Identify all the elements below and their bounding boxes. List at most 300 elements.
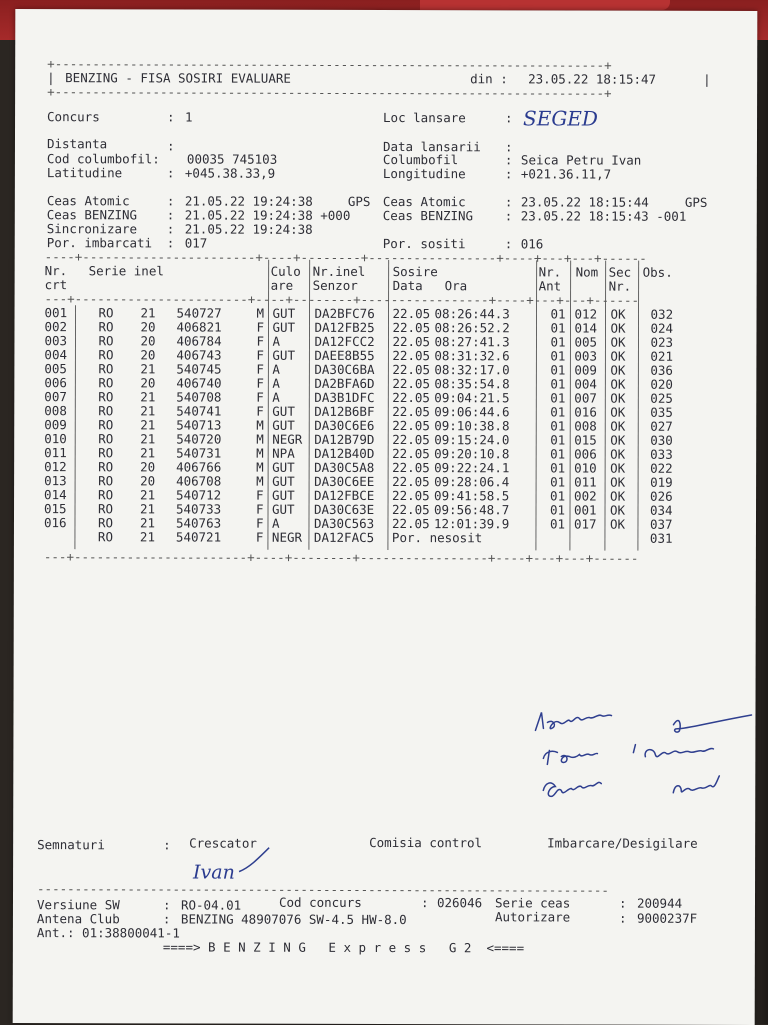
cell-time: 09:06:44.6 [434, 404, 510, 420]
cell-sensor: DA2BFA6D [314, 375, 375, 391]
cell-ant: 01 [550, 418, 566, 434]
cell-time: 08:32:17.0 [434, 362, 510, 378]
data-lansarii-colon: : [504, 139, 513, 155]
cell-nr-crt: 013 [44, 473, 67, 489]
header-date-label: din : [470, 71, 508, 87]
cell-nom: 015 [574, 432, 597, 448]
cell-obs: 030 [650, 432, 673, 448]
ceas-benzing-value: 21.05.22 19:24:38 +000 [184, 207, 351, 223]
cell-ring: 540763 [175, 515, 222, 531]
cell-year: 21 [140, 445, 156, 461]
cell-time: 09:20:10.8 [434, 446, 510, 462]
th-obs: Obs. [642, 264, 673, 280]
cod-concurs-colon: : [420, 895, 429, 911]
printout-sheet [13, 9, 758, 1025]
cell-sensor: DA30C563 [313, 515, 375, 531]
concurs-label: Concurs [47, 109, 100, 125]
cell-sex: M [256, 459, 264, 475]
cell-obs: 033 [650, 446, 673, 462]
cell-obs: 021 [650, 348, 674, 364]
latitudine-label: Latitudine [46, 165, 123, 181]
cell-year: 21 [140, 361, 156, 377]
cell-nr-crt: 016 [43, 515, 67, 531]
cell-ant: 01 [550, 376, 566, 392]
ceas-benzing-label-right: Ceas BENZING [382, 207, 474, 224]
cell-color: GUT [272, 487, 295, 503]
cell-color: GUT [272, 473, 295, 489]
header-date: 23.05.22 18:15:47 [528, 71, 657, 87]
cell-nom: 006 [574, 446, 597, 462]
cod-columbofil-value: 00035 745103 [186, 151, 278, 167]
cod-columbofil-label: Cod columbofil: [46, 151, 160, 167]
imbarcati-colon: : [166, 235, 175, 251]
cell-ring: 540713 [176, 417, 222, 433]
cell-time: 08:35:54.8 [434, 376, 510, 392]
cell-color: A [272, 361, 280, 377]
cell-ant: 01 [549, 516, 566, 532]
cell-sec: OK [610, 362, 626, 378]
cell-sec: OK [610, 348, 626, 364]
cell-country: RO [98, 431, 114, 447]
cell-color: NEGR [272, 431, 303, 447]
cell-date: 22.05 [392, 376, 431, 392]
ceas-atomic-label-right: Ceas Atomic [382, 193, 466, 210]
cell-country: RO [98, 305, 114, 321]
cell-year: 20 [140, 375, 156, 391]
cell-ring: 406821 [176, 319, 222, 335]
cell-ant: 01 [550, 306, 566, 322]
cell-sec: OK [610, 432, 626, 448]
cell-sex: M [256, 473, 264, 489]
cell-ring: 540708 [176, 389, 222, 405]
cell-obs: 024 [650, 320, 674, 336]
th-nr-ant: Nr. [538, 264, 562, 280]
ceas-atomic-label: Ceas Atomic [46, 193, 130, 209]
cell-obs: 026 [650, 488, 673, 504]
cell-ant: 01 [550, 488, 566, 504]
cell-nr-crt: 015 [44, 501, 67, 517]
cell-year: 21 [140, 431, 156, 447]
cell-obs: 031 [649, 530, 673, 546]
ceas-benzing-colon: : [166, 207, 175, 223]
cell-color: GUT [272, 459, 295, 475]
cell-sec: OK [610, 460, 626, 476]
cell-color: A [272, 389, 280, 405]
cell-nr-crt: 010 [44, 431, 67, 447]
cell-date: 22.05 [392, 460, 430, 476]
cell-country: RO [98, 361, 114, 377]
cell-time: 09:04:21.5 [434, 390, 510, 406]
cell-nom: 005 [574, 334, 598, 350]
cell-date: 22.05 [392, 348, 431, 364]
antena-colon: : [162, 911, 171, 927]
cell-country: RO [98, 501, 114, 517]
cell-time: 09:28:06.4 [434, 474, 510, 490]
cell-time: 12:01:39.9 [433, 516, 510, 532]
cell-sex: F [256, 361, 264, 377]
cell-sex: F [256, 487, 264, 503]
cell-ring: 540731 [176, 445, 222, 461]
antena-label: Antena Club [36, 911, 120, 927]
latitudine-value: +045.38.33,9 [184, 165, 276, 181]
cod-concurs-value: 026046 [436, 895, 483, 911]
table-border-bottom: ---+-----------------------+----+--------+-----------------+----+---+---+------ [43, 549, 639, 566]
cell-sensor: DA3B1DFC [314, 389, 375, 405]
sositi-value: 016 [520, 236, 544, 252]
cell-nr-crt: 009 [44, 417, 67, 433]
cell-obs: 022 [650, 460, 673, 476]
crescator-signature-flourish [235, 844, 275, 874]
cell-date: 22.05 [392, 446, 430, 462]
sincronizare-label: Sincronizare [46, 221, 138, 237]
ceas-atomic-colon-right: : [504, 194, 513, 210]
cell-sex: F [255, 529, 264, 545]
concurs-colon: : [167, 109, 175, 125]
cell-nr-crt: 008 [44, 403, 67, 419]
cell-sensor: DA12FBCE [314, 487, 375, 503]
cell-sensor: DA30C6EE [314, 473, 375, 489]
cell-year: 21 [140, 501, 156, 517]
th-culo: Culo [270, 263, 301, 279]
serie-ceas-colon: : [618, 895, 627, 911]
ceas-atomic-colon: : [166, 193, 175, 209]
cell-time: 08:27:41.3 [434, 334, 510, 350]
cell-sensor: DA12FB25 [314, 319, 375, 335]
cell-obs: 035 [650, 404, 673, 420]
cell-nom: 008 [574, 418, 597, 434]
versiune-value: RO-04.01 [180, 897, 242, 913]
cell-sec: OK [610, 488, 626, 504]
cell-sensor: DA30C6BA [314, 361, 375, 377]
cell-nr-crt: 004 [44, 347, 68, 363]
cell-country: RO [98, 319, 114, 335]
th-ora: Ora [444, 278, 468, 294]
imbarcare-label: Imbarcare/Desigilare [547, 835, 698, 851]
cell-sensor: DA12B79D [314, 431, 375, 447]
cell-nr-crt: 014 [44, 487, 67, 503]
cell-obs: 027 [650, 418, 673, 434]
loc-lansare-label: Loc lansare [383, 109, 466, 126]
cell-country: RO [98, 445, 114, 461]
table-header-separator: ---+-----------------------+----+--------+-----------------+----+---+---+------ [44, 291, 640, 308]
cell-country: RO [98, 347, 114, 363]
cell-obs: 036 [650, 362, 673, 378]
table-vertical-rules [14, 9, 757, 571]
semnaturi-label: Semnaturi [37, 837, 105, 853]
cell-date: 22.05 [392, 432, 430, 448]
cell-ring: 540721 [175, 529, 222, 545]
cell-sec: OK [610, 404, 626, 420]
cell-sensor: DA12B40D [314, 445, 375, 461]
cell-date: 22.05 [392, 362, 431, 378]
cell-color: A [272, 375, 280, 391]
cell-nom: 017 [573, 516, 597, 532]
cell-ant: 01 [550, 432, 566, 448]
cell-sex: M [256, 417, 264, 433]
cell-time: 09:15:24.0 [434, 432, 510, 448]
footer-separator: ---------------------------------------------------------------------------- [37, 881, 609, 898]
cell-sex: F [255, 515, 264, 531]
comisia-label: Comisia control [369, 834, 483, 851]
serie-ceas-value: 200944 [636, 895, 683, 911]
loc-lansare-colon: : [505, 110, 513, 126]
cell-year: 21 [139, 529, 156, 545]
cell-date: 22.05 [392, 488, 430, 504]
cell-country: RO [98, 459, 114, 475]
cell-country: RO [98, 487, 114, 503]
cell-nr-crt: 011 [44, 445, 67, 461]
th-data: Data [392, 278, 423, 294]
cell-nr-crt: 001 [44, 305, 68, 321]
ceas-benzing-colon-right: : [504, 208, 513, 224]
cell-ant: 01 [550, 334, 566, 350]
cell-time: 08:26:52.2 [434, 320, 510, 336]
serie-ceas-label: Serie ceas [494, 895, 571, 911]
cell-year: 20 [140, 473, 156, 489]
columbofil-colon: : [504, 152, 513, 168]
cell-sensor: DA30C63E [314, 501, 375, 517]
cell-year: 21 [140, 403, 156, 419]
cell-year: 21 [139, 515, 156, 531]
versiune-label: Versiune SW [36, 897, 120, 913]
cell-sensor: DA12FCC2 [314, 333, 375, 349]
cell-year: 20 [140, 459, 156, 475]
cell-sex: F [256, 347, 264, 363]
autorizare-label: Autorizare [494, 909, 571, 925]
cell-nom: 009 [574, 362, 597, 378]
th-senzor: Senzor [312, 277, 358, 293]
th-nom: Nom [575, 264, 599, 280]
cell-nom: 012 [574, 306, 598, 322]
cell-color: GUT [272, 305, 296, 321]
cell-color: GUT [272, 319, 296, 335]
autorizare-colon: : [618, 910, 627, 926]
cell-ant: 01 [550, 474, 566, 490]
cell-date: 22.05 [392, 306, 431, 322]
cell-nr-crt: 005 [44, 361, 67, 377]
cell-obs: 025 [650, 390, 673, 406]
cell-ring: 540727 [176, 305, 222, 321]
ceas-benzing-label: Ceas BENZING [46, 207, 138, 223]
cell-date: 22.05 [392, 418, 430, 434]
cell-sensor: DA12B6BF [314, 403, 375, 419]
cell-year: 20 [140, 347, 156, 363]
cell-nr-crt: 002 [44, 319, 68, 335]
cell-obs: 034 [649, 502, 673, 518]
cell-sex: M [256, 445, 264, 461]
cell-color: NEGR [271, 529, 303, 545]
cell-ant: 01 [550, 460, 566, 476]
cell-ring: 540712 [176, 487, 222, 503]
antena-value: BENZING 48907076 SW-4.5 HW-8.0 [180, 911, 407, 928]
th-ant: Ant [538, 278, 562, 294]
cell-nom: 010 [574, 460, 597, 476]
distanta-colon: : [166, 138, 175, 154]
columbofil-value: Seica Petru Ivan [520, 152, 642, 168]
cell-date: 22.05 [392, 390, 430, 406]
cell-nom: 007 [574, 390, 597, 406]
cell-year: 20 [140, 333, 156, 349]
cell-color: GUT [272, 347, 296, 363]
cell-sex: M [256, 305, 265, 321]
sositi-label: Por. sositi [382, 235, 466, 252]
ceas-atomic-gps: GPS [347, 193, 371, 209]
table-border-top: ----+-----------------------+----+--------+-----------------+----+---+---+------ [44, 249, 647, 266]
cell-ant: 01 [549, 502, 566, 518]
cod-concurs-label: Cod concurs [278, 894, 362, 910]
cell-nr-crt: 003 [44, 333, 68, 349]
loc-lansare-handwritten: SEGED [523, 106, 598, 131]
cell-sex: F [256, 389, 264, 405]
cell-ring: 406784 [176, 333, 222, 349]
cell-ring: 540720 [176, 431, 222, 447]
concurs-value: 1 [185, 109, 193, 125]
brand-line: ====> B E N Z I N G E x p r e s s G 2 <==== [162, 939, 525, 956]
cell-sex: M [256, 431, 264, 447]
cell-nom: 003 [574, 348, 598, 364]
header-pipe-right: | [703, 71, 711, 87]
cell-year: 21 [140, 305, 156, 321]
imbarcati-value: 017 [184, 235, 208, 251]
ceas-atomic-gps-right: GPS [684, 194, 708, 210]
th-sec-nr: Nr. [608, 278, 632, 294]
th-are: are [270, 277, 294, 293]
cell-ring: 540733 [176, 501, 222, 517]
cell-obs: 020 [650, 376, 673, 392]
cell-color: GUT [272, 501, 295, 517]
cell-ant: 01 [550, 404, 566, 420]
cell-date: 22.05 [392, 404, 430, 420]
data-lansarii-label: Data lansarii [382, 138, 481, 155]
cell-time: 09:10:38.8 [434, 418, 510, 434]
cell-sec: OK [610, 320, 626, 336]
cell-sensor: DA2BFC76 [314, 305, 375, 321]
cell-ring: 406766 [176, 459, 222, 475]
cell-sec: OK [610, 474, 626, 490]
columbofil-label: Columbofil [382, 151, 459, 168]
autorizare-value: 9000237F [636, 910, 698, 926]
cell-sec: OK [610, 446, 626, 462]
cell-sensor: DA30C6E6 [314, 417, 375, 433]
cell-sec: OK [610, 376, 626, 392]
cell-nr-crt: 006 [44, 375, 67, 391]
cell-country: RO [98, 375, 114, 391]
th-nr: Nr. [44, 263, 68, 279]
cell-ant: 01 [550, 446, 566, 462]
cell-ant: 01 [550, 362, 566, 378]
cell-time: 09:41:58.5 [434, 488, 510, 504]
th-sosire: Sosire [392, 264, 438, 280]
sositi-colon: : [504, 236, 513, 252]
cell-year: 20 [140, 319, 156, 335]
th-nrinel: Nr.inel [312, 263, 366, 279]
cell-nr-crt: 007 [44, 389, 67, 405]
cell-sec: OK [609, 516, 626, 532]
header-pipe-left: | [47, 70, 55, 86]
cell-ant: 01 [550, 348, 566, 364]
cell-date: 22.05 [392, 474, 430, 490]
cell-sensor: DAEE8B55 [314, 347, 375, 363]
cell-time: 08:26:44.3 [434, 306, 510, 322]
cell-obs: 019 [650, 474, 673, 490]
cell-status: Por. nesosit [391, 530, 483, 546]
latitudine-colon: : [166, 165, 175, 181]
cell-country: RO [97, 515, 114, 531]
cell-country: RO [98, 473, 114, 489]
cell-ring: 406740 [176, 375, 222, 391]
crescator-signature: Ivan [193, 861, 235, 884]
cell-sex: F [256, 403, 264, 419]
cell-country: RO [98, 333, 114, 349]
sincronizare-colon: : [166, 221, 175, 237]
cell-sec: OK [610, 418, 626, 434]
cell-nr-crt: 012 [44, 459, 67, 475]
longitudine-label: Longitudine [382, 165, 466, 182]
cell-color: A [272, 333, 281, 349]
ceas-atomic-value-right: 23.05.22 18:15:44 [520, 194, 649, 210]
cell-time: 09:56:48.7 [433, 502, 510, 518]
ceas-atomic-value: 21.05.22 19:24:38 [184, 193, 313, 209]
semnaturi-colon: : [163, 837, 171, 853]
cell-country: RO [98, 389, 114, 405]
cell-sec: OK [610, 390, 626, 406]
sincronizare-value: 21.05.22 19:24:38 [184, 221, 313, 237]
cell-nom: 011 [574, 474, 597, 490]
cell-obs: 032 [650, 306, 674, 322]
cell-sec: OK [610, 334, 626, 350]
cell-nom: 004 [574, 376, 597, 392]
cell-obs: 037 [649, 516, 673, 532]
cell-year: 21 [140, 417, 156, 433]
cell-sensor: DA12FAC5 [313, 529, 375, 545]
cell-country: RO [98, 417, 114, 433]
imbarcati-label: Por. imbarcati [46, 235, 153, 251]
ceas-benzing-value-right: 23.05.22 18:15:43 -001 [520, 208, 687, 224]
cell-sex: F [256, 333, 265, 349]
cell-nom: 016 [574, 404, 597, 420]
cell-sec: OK [610, 306, 626, 322]
cell-sec: OK [609, 502, 626, 518]
cell-ring: 406743 [176, 347, 222, 363]
handwritten-signatures-right [523, 700, 753, 811]
cell-sensor: DA30C5A8 [314, 459, 375, 475]
distanta-label: Distanta [46, 136, 108, 152]
cell-time: 08:31:32.6 [434, 348, 510, 364]
cell-date: 22.05 [392, 320, 431, 336]
crescator-label: Crescator [189, 835, 257, 851]
cell-date: 22.05 [391, 516, 430, 532]
cell-time: 09:22:24.1 [434, 460, 510, 476]
header-border-bottom: +-------------------------------------------------------------------------+ [47, 84, 612, 101]
cell-date: 22.05 [392, 334, 431, 350]
cell-date: 22.05 [391, 502, 430, 518]
longitudine-colon: : [504, 166, 513, 182]
cell-sex: F [256, 319, 265, 335]
th-crt: crt [44, 277, 68, 293]
th-sec: Sec [608, 264, 632, 280]
cell-ant: 01 [550, 320, 566, 336]
cell-obs: 023 [650, 334, 674, 350]
cell-color: A [271, 515, 280, 531]
cell-color: NPA [272, 445, 295, 461]
cell-year: 21 [140, 487, 156, 503]
ant-line: Ant.: 01:38800041-1 [36, 925, 180, 941]
cell-nom: 002 [574, 488, 597, 504]
cell-ring: 540745 [176, 361, 222, 377]
cell-color: GUT [272, 403, 295, 419]
cell-country: RO [97, 529, 114, 545]
cell-ant: 01 [550, 390, 566, 406]
